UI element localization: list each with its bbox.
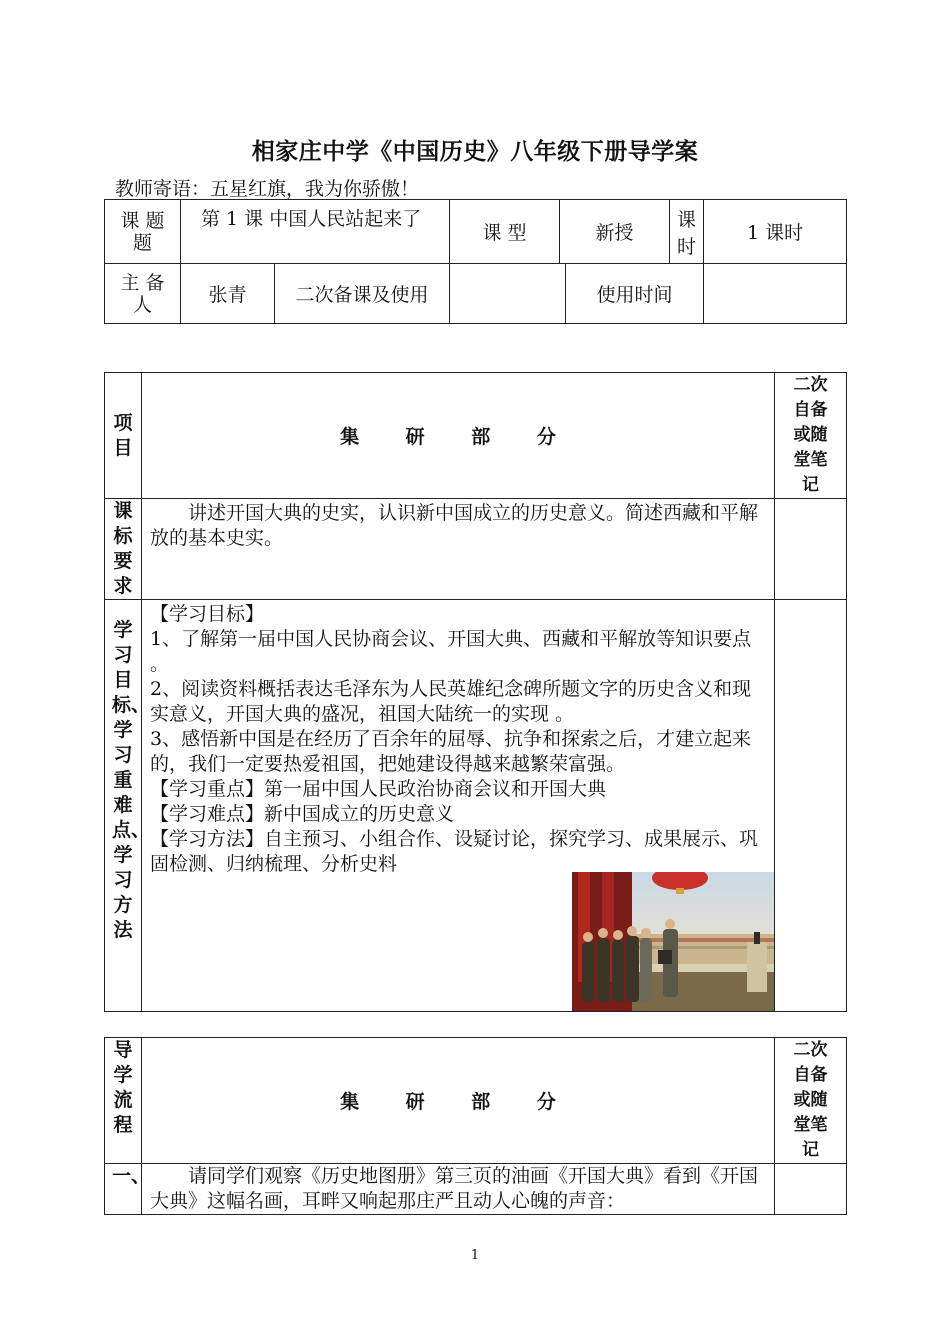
column-header-notes: 二次自备或随堂笔记 xyxy=(775,1038,847,1164)
column-header-notes: 二次自备或随堂笔记 xyxy=(775,373,847,499)
objective-1: 1、了解第一届中国人民协商会议、开国大典、西藏和平解放等知识要点 。 xyxy=(150,628,752,675)
row-label-objectives: 学习目标、学习重难点、学习方法 xyxy=(105,600,142,1012)
row-label-step-1: 一、 xyxy=(105,1164,142,1215)
guided-flow-table xyxy=(104,1037,847,1215)
row-content-standards: 讲述开国大典的史实，认识新中国成立的历史意义。简述西藏和平解放的基本史实。 xyxy=(142,499,775,600)
use-time-label: 使用时间 xyxy=(566,264,704,324)
key-points: 【学习重点】第一届中国人民政治协商会议和开国大典 xyxy=(150,778,607,800)
objective-2: 2、阅读资料概括表达毛泽东为人民英雄纪念碑所题文字的历史含义和现实意义，开国大典的盛况，祖国大陆统一的实现 。 xyxy=(150,678,752,725)
second-prep-value[interactable] xyxy=(450,264,566,324)
notes-cell[interactable] xyxy=(775,1164,847,1215)
preparer-label: 主 备人 xyxy=(105,264,181,324)
objective-3: 3、感悟新中国是在经历了百余年的屈辱、抗争和探索之后，才建立起来的，我们一定要热爱祖国，把她建设得越来越繁荣富强。 xyxy=(150,728,752,775)
learning-methods: 【学习方法】自主预习、小组合作、设疑讨论，探究学习、成果展示、巩固检测、归纳梳理、分析史料 xyxy=(150,828,759,875)
lesson-type-label: 课 型 xyxy=(450,200,560,264)
row-content-step-1: 请同学们观察《历史地图册》第三页的油画《开国大典》看到《开国大典》这幅名画，耳畔又响起那庄严且动人心魄的声音： xyxy=(142,1164,775,1215)
objectives-heading: 【学习目标】 xyxy=(150,603,265,625)
notes-cell[interactable] xyxy=(775,600,847,1012)
row-label-standards: 课标要求 xyxy=(105,499,142,600)
founding-ceremony-painting xyxy=(572,872,774,1011)
preparer-value: 张青 xyxy=(181,264,275,324)
lesson-type-value: 新授 xyxy=(560,200,670,264)
painting-svg xyxy=(572,872,774,1011)
lesson-info-table xyxy=(104,199,847,324)
column-header-flow: 导学流程 xyxy=(105,1038,142,1164)
difficult-points: 【学习难点】新中国成立的历史意义 xyxy=(150,803,455,825)
page-title: 相家庄中学《中国历史》八年级下册导学案 xyxy=(251,139,699,165)
column-header-main: 集 研 部 分 xyxy=(142,1038,775,1164)
column-header-main: 集 研 部 分 xyxy=(142,373,775,499)
lesson-title-value: 第 1 课 中国人民站起来了 xyxy=(181,200,450,264)
notes-cell[interactable] xyxy=(775,499,847,600)
page-number: 1 xyxy=(470,1248,480,1263)
teacher-motto: 教师寄语：五星红旗，我为你骄傲！ xyxy=(115,178,420,200)
lesson-hours-label: 课 时 xyxy=(670,200,704,264)
column-header-item: 项目 xyxy=(105,373,142,499)
second-prep-label: 二次备课及使用 xyxy=(275,264,450,324)
use-time-value[interactable] xyxy=(704,264,847,324)
lesson-hours-value: 1 课时 xyxy=(704,200,847,264)
lesson-title-label: 课 题题 xyxy=(105,200,181,264)
